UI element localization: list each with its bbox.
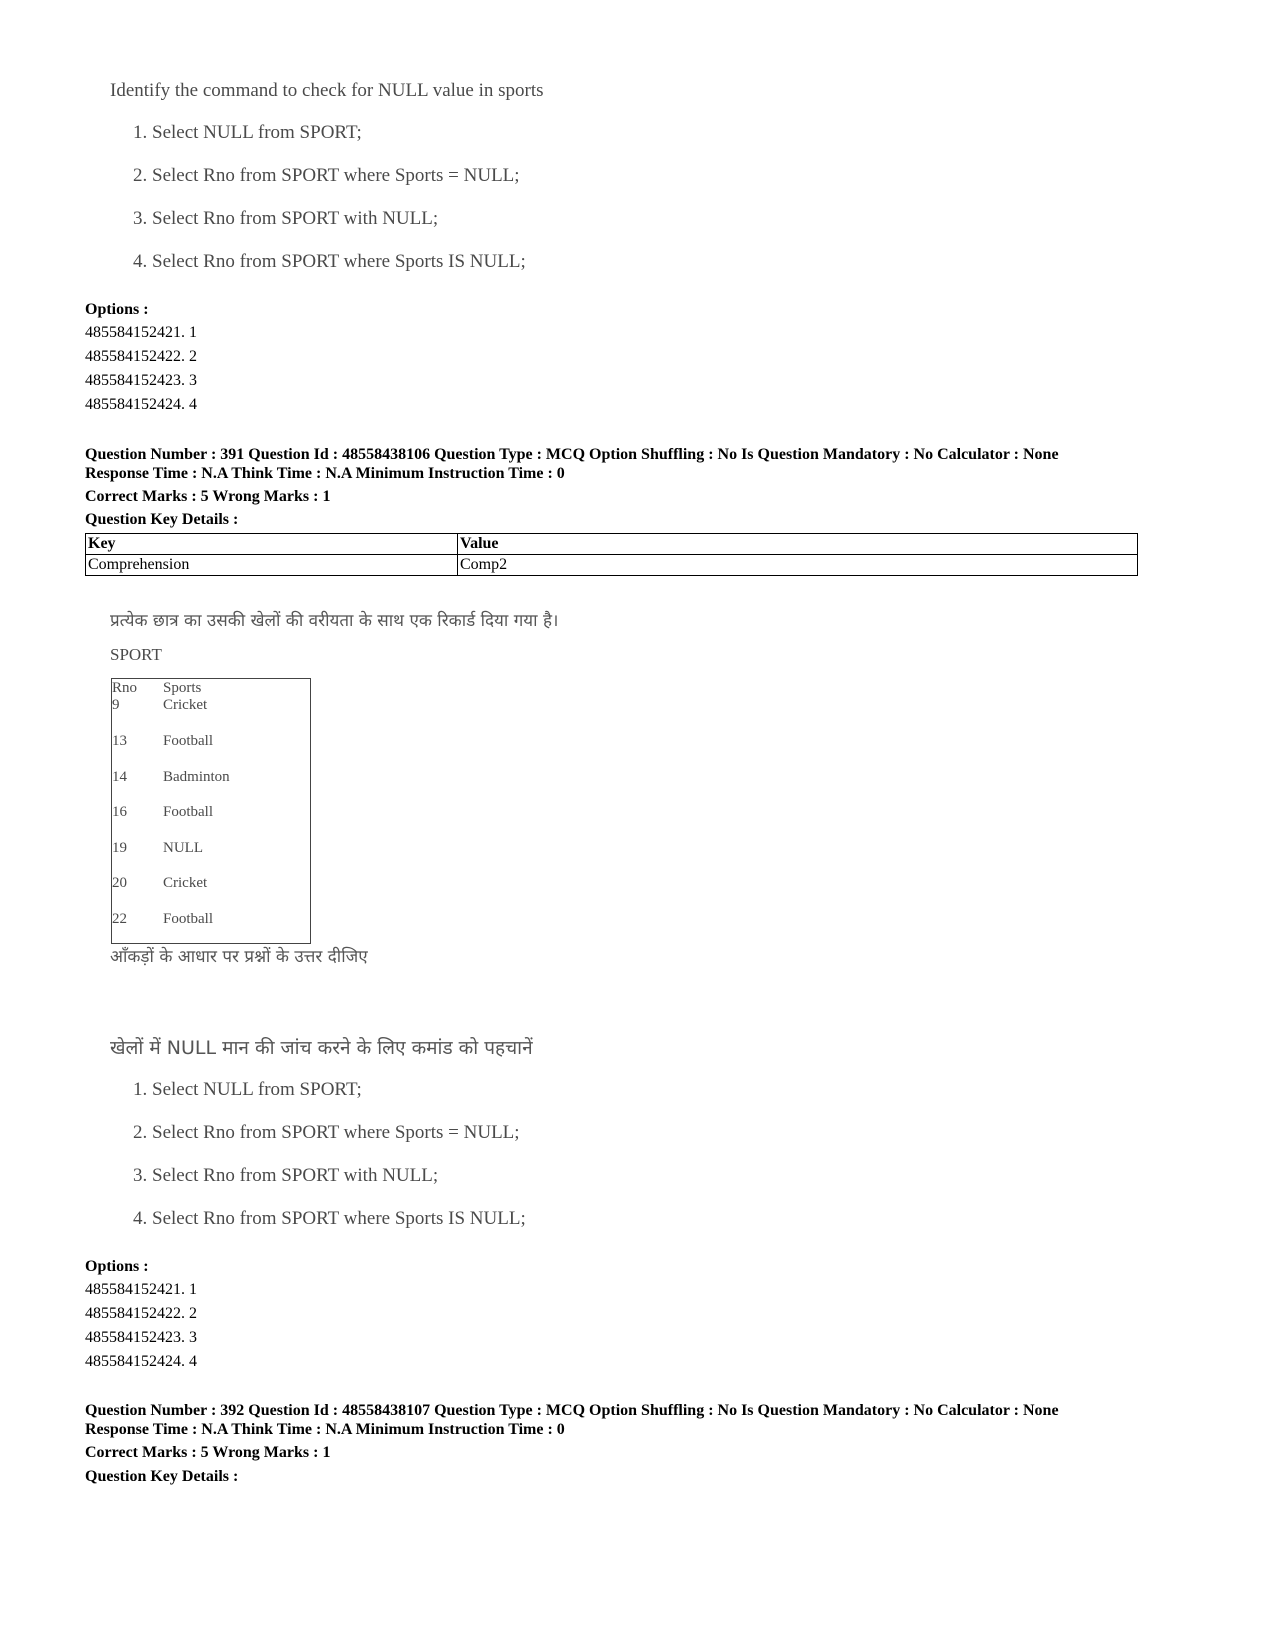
sport-row-rno: 13 [112, 733, 127, 749]
q390-option-2: 485584152422. 2 [85, 348, 197, 365]
q392-key-details-label: Question Key Details : [85, 1468, 239, 1485]
sport-table [111, 678, 311, 944]
q390-option-3: 485584152423. 3 [85, 372, 197, 389]
q392-meta-line1: Question Number : 392 Question Id : 48558438107 Question Type : MCQ Option Shuffling : No Is Question Mandatory : No Calculator : None [85, 1402, 1059, 1419]
q391-marks: Correct Marks : 5 Wrong Marks : 1 [85, 488, 331, 505]
q391-choice-2: 2. Select Rno from SPORT where Sports = NULL; [133, 1122, 520, 1143]
q391-choice-3: 3. Select Rno from SPORT with NULL; [133, 1165, 439, 1186]
sport-header-rno: Rno [112, 680, 138, 696]
sport-row-rno: 22 [112, 911, 127, 927]
q392-marks: Correct Marks : 5 Wrong Marks : 1 [85, 1444, 331, 1461]
key-table-header-value: Value [458, 534, 1138, 555]
q391-option-1: 485584152421. 1 [85, 1281, 197, 1298]
sport-row-rno: 9 [112, 697, 120, 713]
q391-option-3: 485584152423. 3 [85, 1329, 197, 1346]
passage-intro: प्रत्येक छात्र का उसकी खेलों की वरीयता के साथ एक रिकार्ड दिया गया है। [110, 611, 559, 631]
q390-choice-4: 4. Select Rno from SPORT where Sports IS NULL; [133, 251, 526, 272]
sport-row-sports: Cricket [163, 875, 208, 891]
q391-option-4: 485584152424. 4 [85, 1353, 197, 1370]
q390-option-4: 485584152424. 4 [85, 396, 197, 413]
sport-row-sports: Football [163, 911, 214, 927]
passage-outro: आँकड़ों के आधार पर प्रश्नों के उत्तर दीजिए [110, 947, 368, 967]
q391-key-table [85, 533, 1138, 576]
sport-row-sports: Cricket [163, 697, 208, 713]
q390-choice-3: 3. Select Rno from SPORT with NULL; [133, 208, 439, 229]
q391-meta-line2: Response Time : N.A Think Time : N.A Minimum Instruction Time : 0 [85, 465, 565, 482]
q391-meta-line1: Question Number : 391 Question Id : 48558438106 Question Type : MCQ Option Shuffling : No Is Question Mandatory : No Calculator : None [85, 446, 1059, 463]
sport-row-rno: 20 [112, 875, 127, 891]
q392-meta-line2: Response Time : N.A Think Time : N.A Minimum Instruction Time : 0 [85, 1421, 565, 1438]
q390-prompt: Identify the command to check for NULL value in sports [110, 80, 544, 101]
key-table-row [86, 555, 1138, 576]
q390-choice-2: 2. Select Rno from SPORT where Sports = NULL; [133, 165, 520, 186]
q391-options-list [85, 1278, 197, 1374]
key-table-header-key: Key [86, 534, 458, 555]
key-table-header-row [86, 534, 1138, 555]
sport-row-rno: 19 [112, 840, 127, 856]
sport-row-sports: NULL [163, 840, 203, 856]
sport-table-title: SPORT [110, 645, 162, 664]
q391-prompt: खेलों में NULL मान की जांच करने के लिए कमांड को पहचानें [110, 1037, 533, 1059]
q391-option-2: 485584152422. 2 [85, 1305, 197, 1322]
q390-option-1: 485584152421. 1 [85, 324, 197, 341]
q391-options-label: Options : [85, 1258, 149, 1275]
q391-meta [85, 445, 1059, 483]
sport-row-rno: 14 [112, 769, 127, 785]
q390-choice-1: 1. Select NULL from SPORT; [133, 122, 362, 143]
q391-choice-1: 1. Select NULL from SPORT; [133, 1079, 362, 1100]
sport-row-sports: Badminton [163, 769, 230, 785]
q390-options-label: Options : [85, 301, 149, 318]
key-table-cell-value: Comp2 [458, 555, 1138, 576]
sport-row-sports: Football [163, 733, 214, 749]
q391-choice-4: 4. Select Rno from SPORT where Sports IS NULL; [133, 1208, 526, 1229]
q391-key-details-label: Question Key Details : [85, 511, 239, 528]
sport-header-sports: Sports [163, 680, 202, 696]
key-table-cell-key: Comprehension [86, 555, 458, 576]
q392-meta [85, 1401, 1059, 1439]
sport-row-sports: Football [163, 804, 214, 820]
sport-row-rno: 16 [112, 804, 127, 820]
q390-options-list [85, 321, 197, 417]
